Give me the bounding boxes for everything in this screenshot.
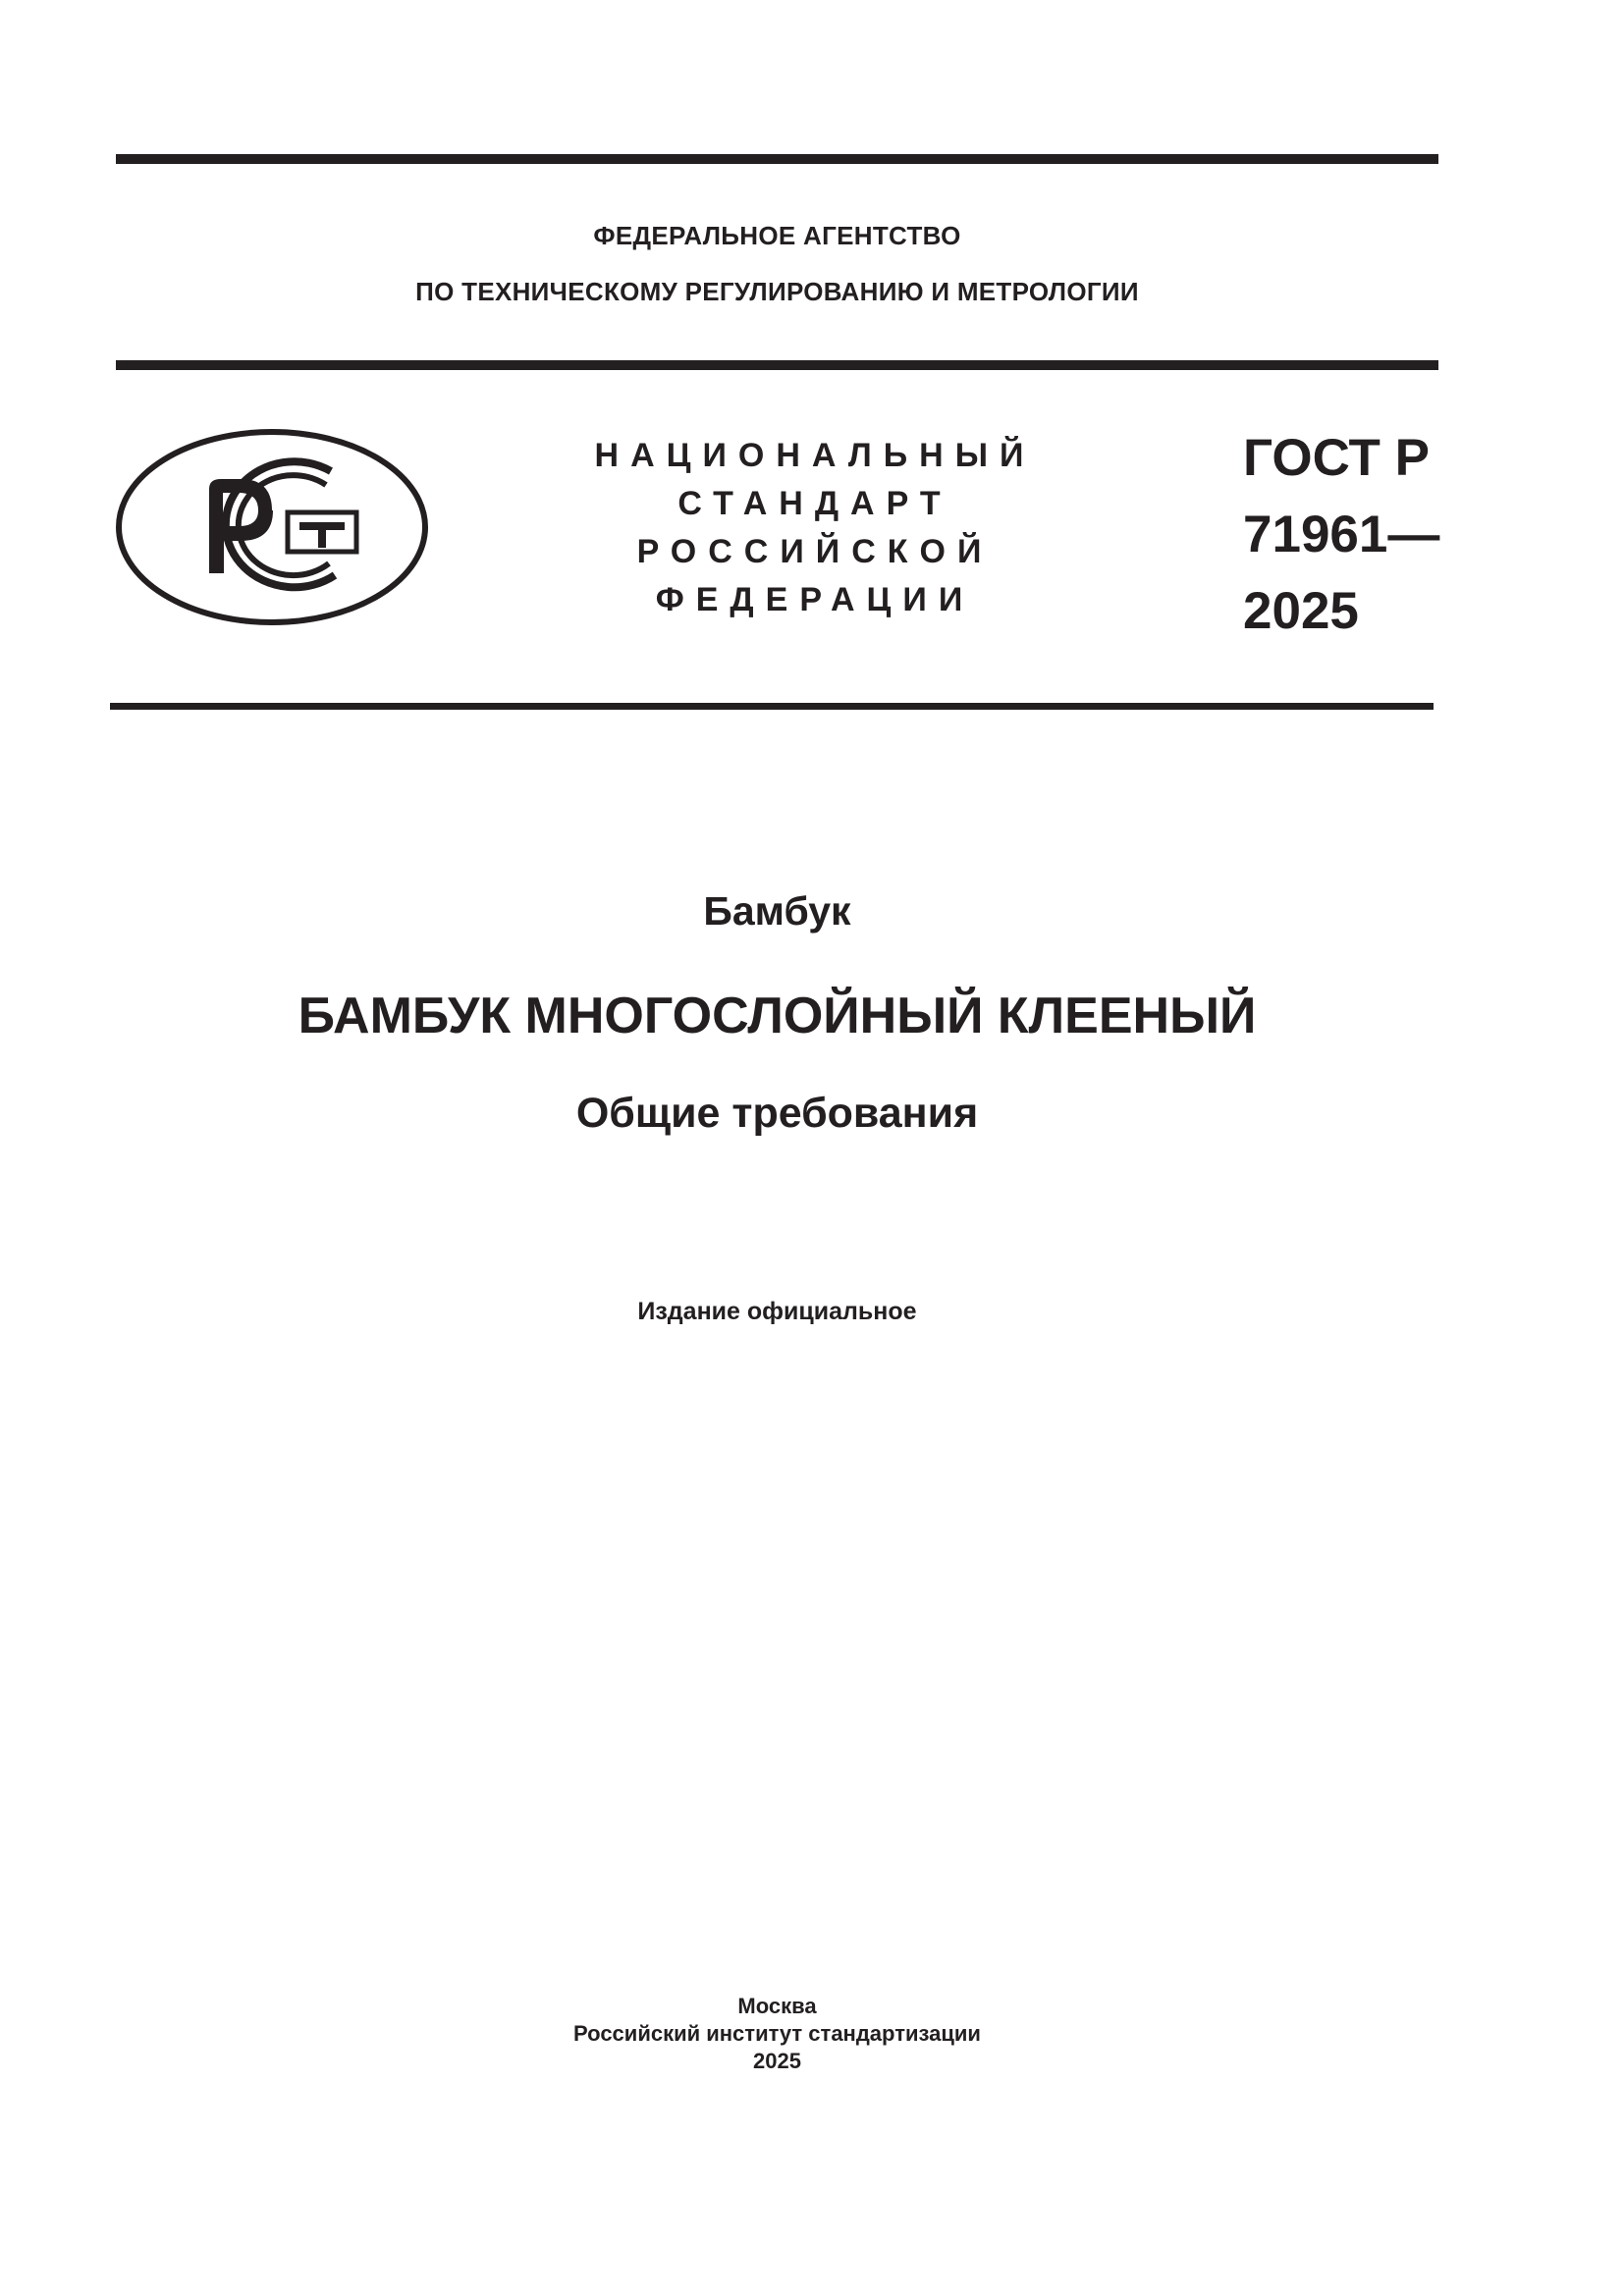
document-subtitle: Общие требования (575, 1090, 979, 1137)
standard-type-line-1: НАЦИОНАЛЬНЫЙ (594, 437, 1036, 474)
edition-label: Издание официальное (637, 1298, 917, 1325)
agency-name-line-2: ПО ТЕХНИЧЕСКОМУ РЕГУЛИРОВАНИЮ И МЕТРОЛОГИИ (415, 277, 1139, 306)
publisher-organization: Российский институт стандартизации (573, 2021, 981, 2046)
standard-type-block (589, 432, 1041, 624)
publication-year: 2025 (753, 2049, 801, 2073)
agency-name-line-1: ФЕДЕРАЛЬНОЕ АГЕНТСТВО (593, 221, 961, 250)
designation-line-3: 2025 (1243, 582, 1359, 640)
publisher-city: Москва (737, 1994, 817, 2018)
standard-type-line-2: СТАНДАРТ (677, 485, 952, 522)
designation-line-1: ГОСТ Р (1243, 429, 1430, 487)
standard-type-line-4: ФЕДЕРАЦИИ (655, 581, 975, 618)
rst-certification-mark-icon (115, 428, 429, 626)
document-title-group: Бамбук (703, 888, 851, 934)
standard-type-line-3: РОССИЙСКОЙ (636, 533, 994, 570)
standard-designation (1243, 420, 1459, 650)
document-title: БАМБУК МНОГОСЛОЙНЫЙ КЛЕЕНЫЙ (298, 988, 1257, 1044)
bottom-rule (110, 703, 1434, 710)
middle-rule (116, 360, 1438, 370)
top-rule (116, 154, 1438, 164)
designation-line-2: 71961— (1243, 506, 1440, 563)
